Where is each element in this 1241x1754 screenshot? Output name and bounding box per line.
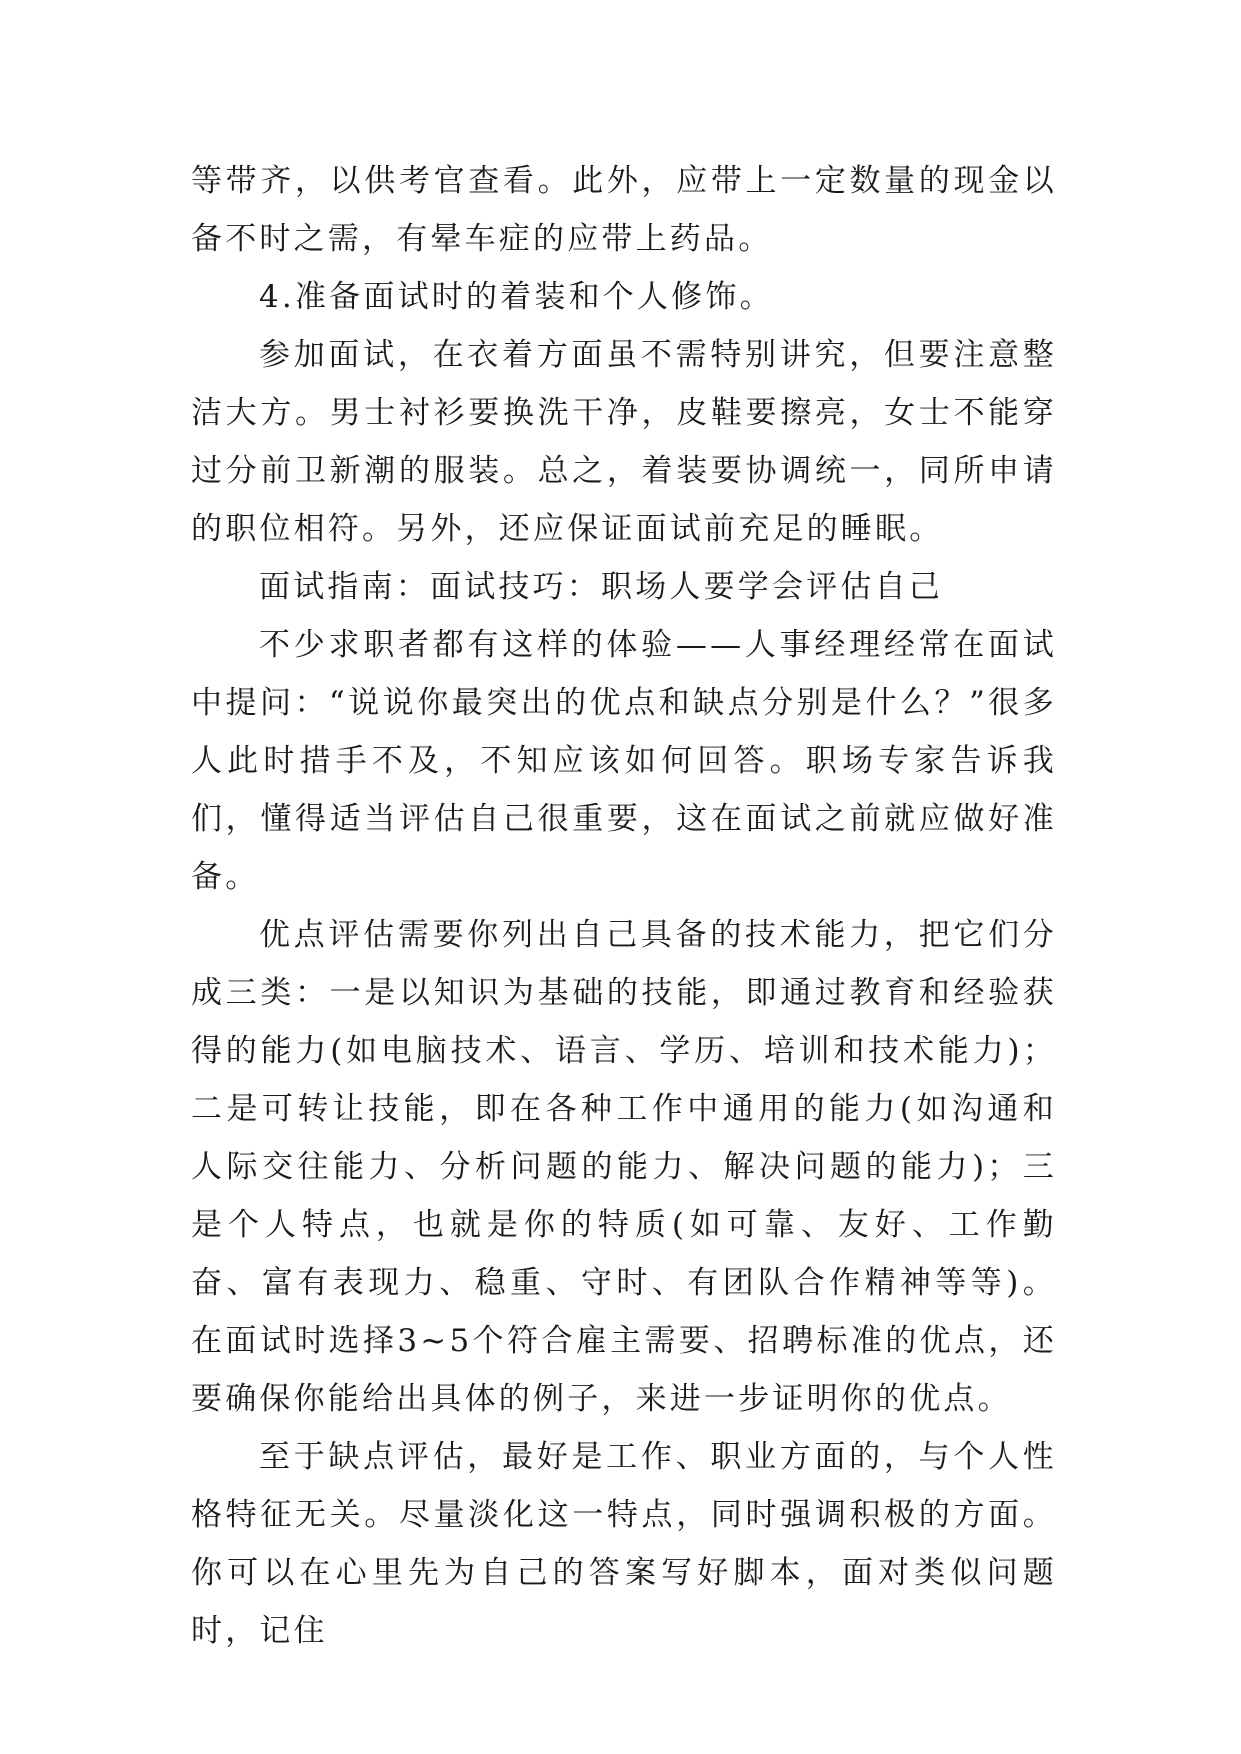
paragraph-strengths-assessment: 优点评估需要你列出自己具备的技术能力，把它们分成三类：一是以知识为基础的技能，即通过教育和经验获得的能力(如电脑技术、语言、学历、培训和技术能力)；二是可转让技能，即在各种工作中通用的能力(如沟通和人际交往能力、分析问题的能力、解决问题的能力)；三是个人特点，也就是你的特质(如可靠、友好、工作勤奋、富有表现力、稳重、守时、有团队合作精神等等)。在面试时选择3~5个符合雇主需要、招聘标准的优点，还要确保你能给出具体的例子，来进一步证明你的优点。 — [191, 917, 1057, 1417]
paragraph-section-title: 面试指南：面试技巧：职场人要学会评估自己 — [259, 569, 943, 605]
paragraph-self-assessment-intro: 不少求职者都有这样的体验——人事经理经常在面试中提问：“说说你最突出的优点和缺点分别是什么？”很多人此时措手不及，不知应该如何回答。职场专家告诉我们，懂得适当评估自己很重要，这在面试之前就应做好准备。 — [191, 627, 1057, 895]
paragraph-weakness-assessment: 至于缺点评估，最好是工作、职业方面的，与个人性格特征无关。尽量淡化这一特点，同时强调积极的方面。你可以在心里先为自己的答案写好脚本，面对类似问题时，记住 — [191, 1439, 1057, 1649]
paragraph-attire-advice: 参加面试，在衣着方面虽不需特别讲究，但要注意整洁大方。男士衬衫要换洗干净，皮鞋要擦亮，女士不能穿过分前卫新潮的服装。总之，着装要协调统一，同所申请的职位相符。另外，还应保证面试前充足的睡眠。 — [191, 337, 1057, 547]
paragraph-continuation: 等带齐，以供考官查看。此外，应带上一定数量的现金以备不时之需，有晕车症的应带上药品。 — [191, 163, 1057, 257]
paragraph-heading-attire: 4.准备面试时的着装和个人修饰。 — [259, 279, 774, 315]
document-body — [191, 152, 1057, 1660]
